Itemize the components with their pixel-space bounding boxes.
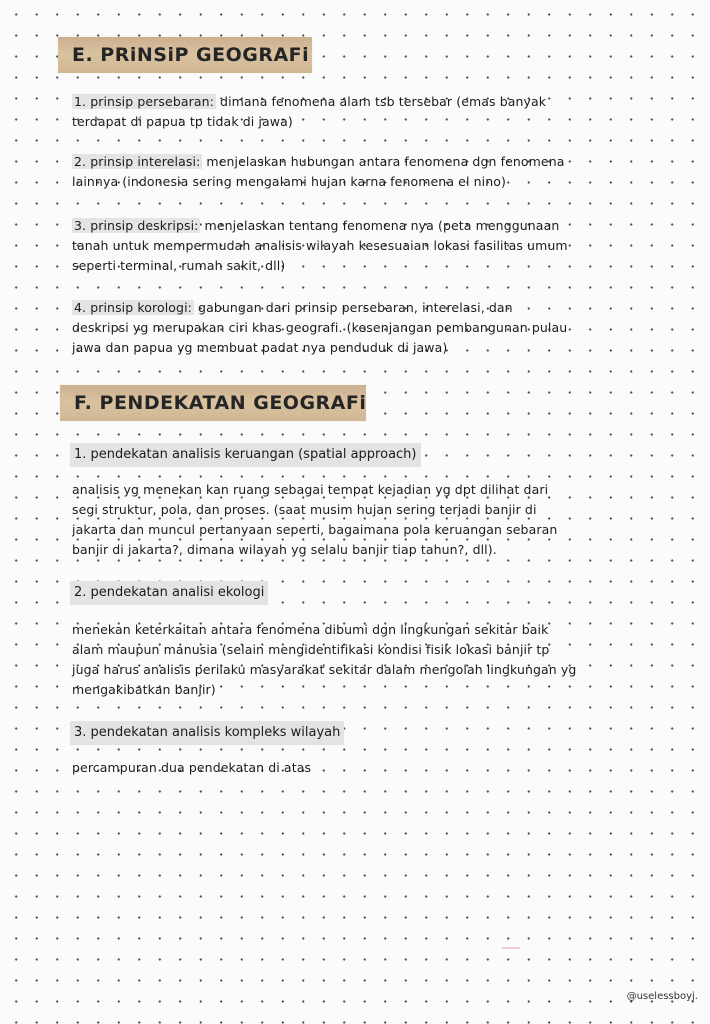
approach-2-heading: 2. pendekatan analisi ekologi — [70, 581, 268, 605]
approach-3-body: percampuran dua pendekatan di atas — [72, 760, 312, 775]
tape-header-f — [60, 385, 366, 421]
approach-1-heading: 1. pendekatan analisis keruangan (spatial approach) — [70, 443, 421, 467]
author-credit: @uselessboyj. — [626, 991, 698, 1002]
principle-2: 2. prinsip interelasi: menjelaskan hubungan antara fenomena dgn fenomena lainnya (indonesia sering mengalami hujan karna fenomena el nino) — [72, 154, 565, 189]
tape-header-e — [58, 37, 312, 73]
principle-4-label: 4. prinsip korologi: — [74, 300, 192, 315]
principle-1-label: 1. prinsip persebaran: — [74, 94, 214, 109]
principle-4: 4. prinsip korologi: gabungan dari prinsip persebaran, interelasi, dan deskripsi yg merupakan ciri khas geografi. (kesenjangan pembangunan pulau jawa dan papua yg membuat padat nya penduduk di jawa) — [72, 300, 568, 355]
approach-3-heading: 3. pendekatan analisis kompleks wilayah — [70, 721, 344, 745]
principle-3: 3. prinsip deskripsi: menjelaskan tentang fenomena nya (peta menggunaan tanah untuk mempermudah analisis wilayah kesesuaian lokasi fasilitas umum seperti terminal, rumah sakit, dll) — [72, 218, 568, 273]
section-f-title: F. PENDEKATAN GEOGRAFi — [74, 392, 367, 414]
approach-2-body: menekan keterkaitan antara fenomena dibumi dgn lingkungan sekitar baik alam maupun manusia (selain mengidentifikasi kondisi fisik lokasi banjir tp juga harus analisis perilaku masyarakat sekitar dalam mengolah lingkungan yg mengakibatkan banjir) — [72, 622, 577, 697]
pink-mark — [502, 947, 520, 949]
approach-1-body: analisis yg menekan kan ruang sebagai tempat kejadian yg dpt dilihat dari segi struktur, pola, dan proses. (saat musim hujan sering terjadi banjir di jakarta dan muncul pertanyaan seperti, bagaimana pola keruangan sebaran banjir di jakarta?, dimana wilayah yg selalu banjir tiap tahun?, dll). — [72, 482, 558, 557]
section-e-title: E. PRiNSiP GEOGRAFi — [72, 44, 310, 66]
principle-1: 1. prinsip persebaran: dimana fenomena alam tsb tersebar (emas banyak terdapat di papua tp tidak di jawa) — [72, 94, 547, 129]
principle-2-label: 2. prinsip interelasi: — [74, 154, 201, 169]
principle-3-label: 3. prinsip deskripsi: — [74, 218, 199, 233]
